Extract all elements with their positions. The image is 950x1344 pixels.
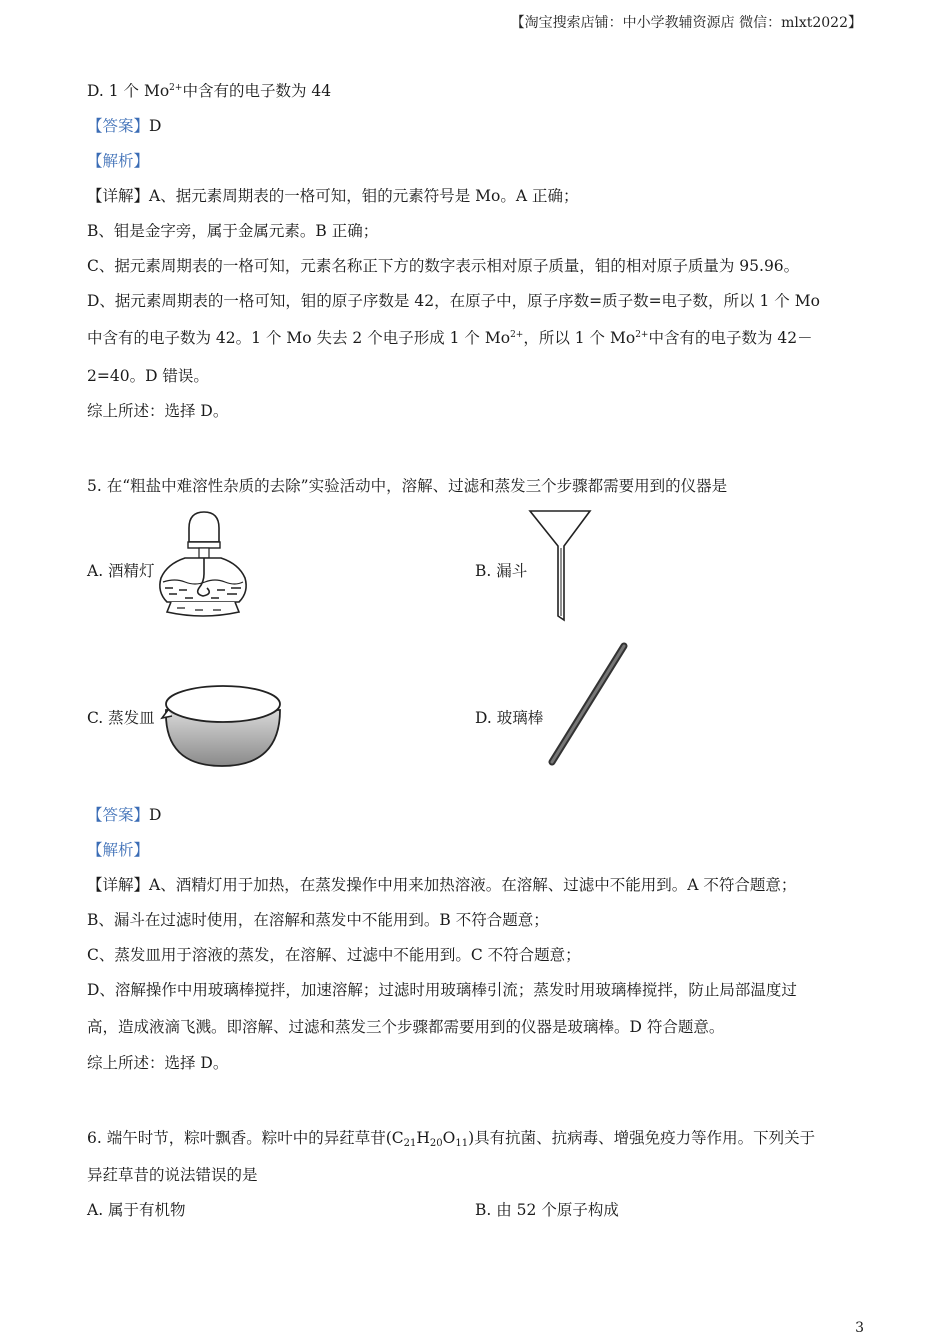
q4-answer: 【答案】D xyxy=(87,117,162,135)
glass-rod-illustration xyxy=(544,640,630,770)
q5-summary: 综上所述：选择 D。 xyxy=(87,1054,229,1072)
q6-stem-line1: 6. 端午时节，粽叶飘香。粽叶中的异荭草苷$(C_{21}H_{20}O_{11})$具有抗菌、抗病毒、增强免疫力等作用。下列关于 xyxy=(87,1129,816,1149)
q5-detail-c: C、蒸发皿用于溶液的蒸发，在溶解、过滤中不能用到。C 不符合题意； xyxy=(87,946,581,964)
q5-detail-d-line2: 高，造成液滴飞溅。即溶解、过滤和蒸发三个步骤都需要用到的仪器是玻璃棒。D 符合题意。 xyxy=(87,1018,725,1036)
evaporating-dish-illustration xyxy=(160,680,284,768)
q5-option-d-label: D. 玻璃棒 xyxy=(475,709,544,727)
q5-option-a-label: A. 酒精灯 xyxy=(87,562,155,580)
q4-detail-d-line1: D、据元素周期表的一格可知，钼的原子序数是 42，在原子中，原子序数=质子数=电子数，所以 1 个 Mo xyxy=(87,292,820,310)
q4-option-d: D. 1 个 $Mo^{2+}$中含有的电子数为 44 xyxy=(87,82,332,100)
q4-detail-c: C、据元素周期表的一格可知，元素名称正下方的数字表示相对原子质量，钼的相对原子质量为 95.96。 xyxy=(87,257,800,275)
q5-analysis-label: 【解析】 xyxy=(87,841,150,859)
q5-answer: 【答案】D xyxy=(87,806,162,824)
q4-detail-d-line3: 2=40。D 错误。 xyxy=(87,367,209,385)
page-header: 【淘宝搜索店铺：中小学教辅资源店 微信：mlxt2022】 xyxy=(510,15,862,31)
q6-option-a: A. 属于有机物 xyxy=(87,1201,186,1219)
q4-detail-b: B、钼是金字旁，属于金属元素。B 正确； xyxy=(87,222,379,240)
q6-option-b: B. 由 52 个原子构成 xyxy=(475,1201,619,1219)
q5-option-b-label: B. 漏斗 xyxy=(475,562,528,580)
q4-analysis-label: 【解析】 xyxy=(87,152,150,170)
page-number: 3 xyxy=(855,1320,864,1336)
q6-stem-line2: 异荭草昔的说法错误的是 xyxy=(87,1166,258,1184)
q5-detail-d-line1: D、溶解操作中用玻璃棒搅拌，加速溶解；过滤时用玻璃棒引流；蒸发时用玻璃棒搅拌，防止局部温度过 xyxy=(87,981,797,999)
q5-stem: 5. 在“粗盐中难溶性杂质的去除”实验活动中，溶解、过滤和蒸发三个步骤都需要用到的仪器是 xyxy=(87,477,728,495)
q5-detail-b: B、漏斗在过滤时使用，在溶解和蒸发中不能用到。B 不符合题意； xyxy=(87,911,549,929)
q4-summary: 综上所述：选择 D。 xyxy=(87,402,229,420)
alcohol-lamp-illustration xyxy=(155,508,251,624)
funnel-illustration xyxy=(527,508,593,624)
q5-option-c-label: C. 蒸发皿 xyxy=(87,709,155,727)
q4-detail-d-line2: 中含有的电子数为 42。1 个 Mo 失去 2 个电子形成 1 个 $Mo^{2+}$，所以 1 个 $Mo^{2+}$中含有的电子数为 42－ xyxy=(87,329,813,347)
q5-detail-a: 【详解】A、酒精灯用于加热，在蒸发操作中用来加热溶液。在溶解、过滤中不能用到。A 不符合题意； xyxy=(87,876,797,894)
q4-detail-a: 【详解】A、据元素周期表的一格可知，钼的元素符号是 Mo。A 正确； xyxy=(87,187,579,205)
